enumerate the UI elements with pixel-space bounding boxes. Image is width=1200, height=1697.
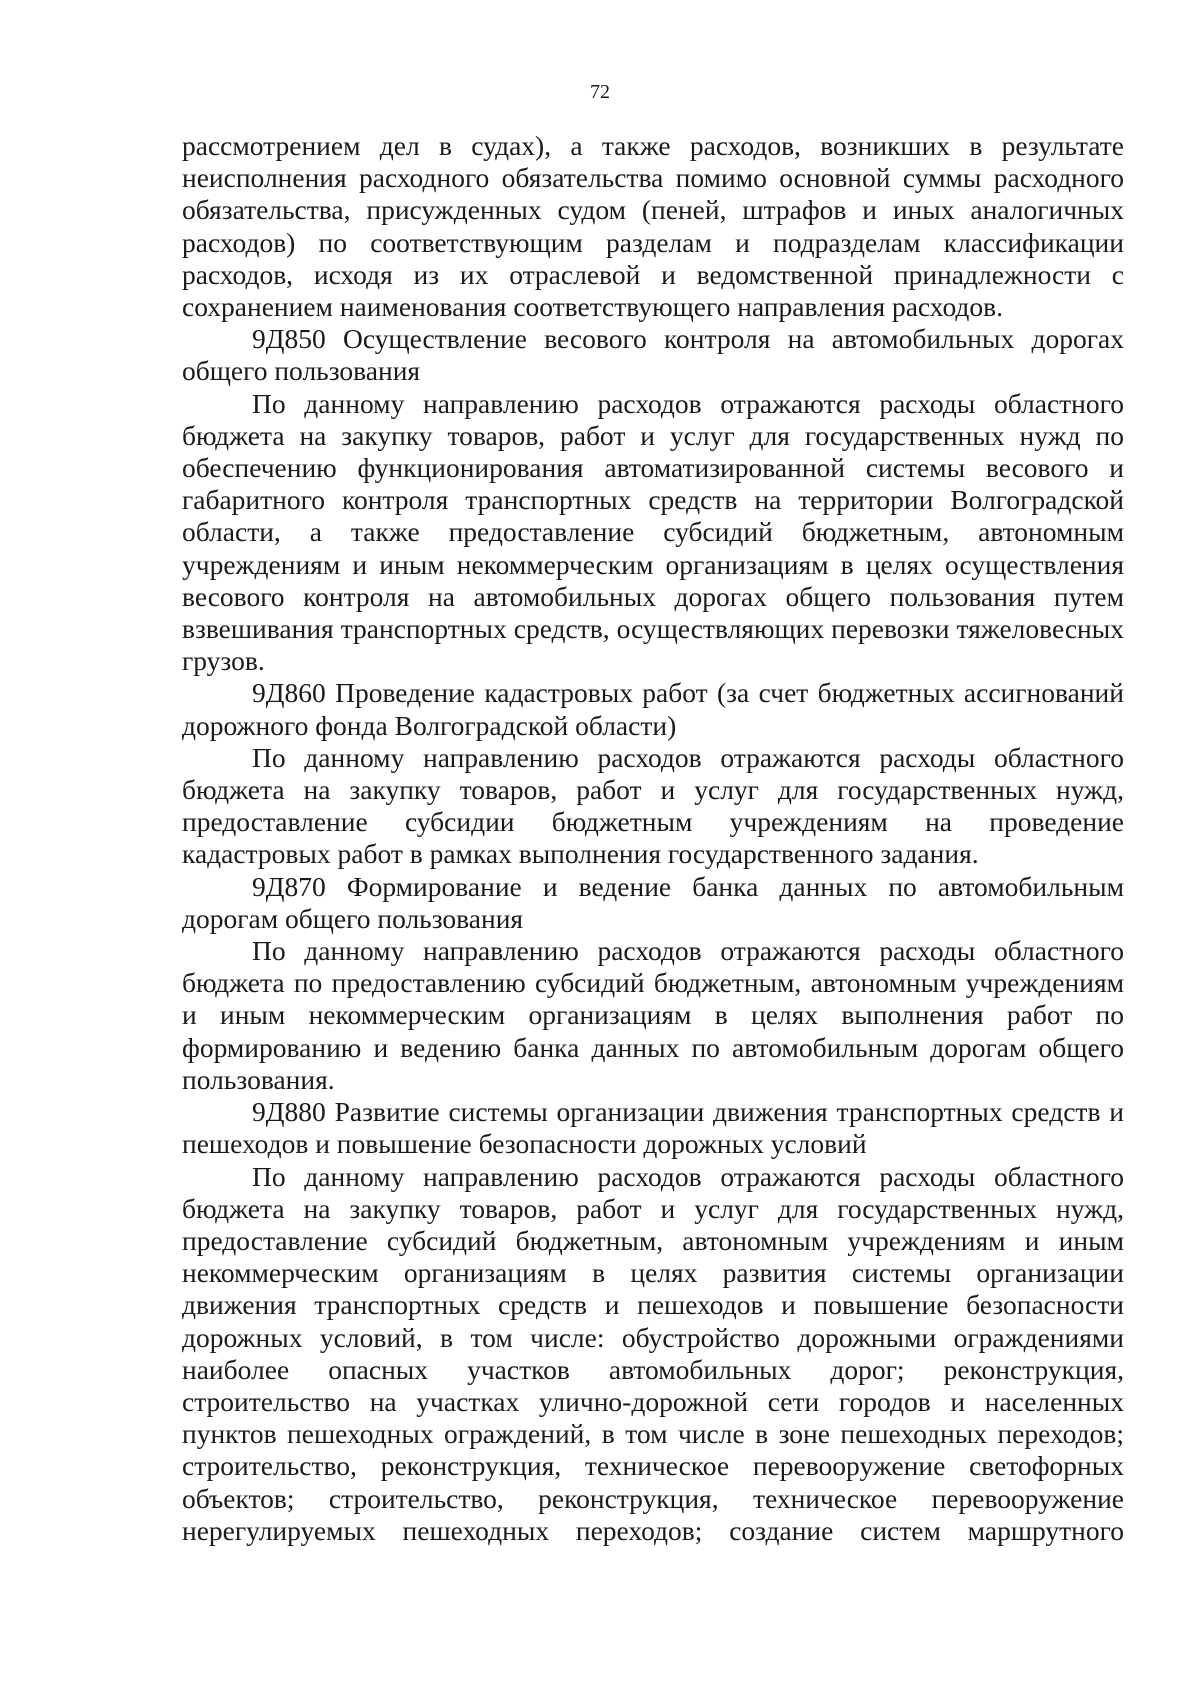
- page-number: 72: [590, 81, 610, 103]
- section-heading-9d850: 9Д850 Осуществление весового контроля на автомобильных дорогах общего пользования: [182, 323, 1124, 387]
- paragraph-9d850-description: По данному направлению расходов отражаются расходы областного бюджета на закупку товаров, работ и услуг для государственных нужд по обеспечению функционирования автоматизированной системы весового и габаритного контроля транспортных средств на территории Волгоградской области, а также предоставление субсидий бюджетным, автономным учреждениям и иным некоммерческим организациям в целях осуществления весового контроля на автомобильных дорогах общего пользования путем взвешивания транспортных средств, осуществляющих перевозки тяжеловесных грузов.: [182, 387, 1124, 677]
- paragraph-continuation: рассмотрением дел в судах), а также расходов, возникших в результате неисполнения расходного обязательства помимо основной суммы расходного обязательства, присужденных судом (пеней, штрафов и иных аналогичных расходов) по соответствующим разделам и подразделам классификации расходов, исходя из их отраслевой и ведомственной принадлежности с сохранением наименования соответствующего направления расходов.: [182, 130, 1124, 323]
- section-heading-9d880: 9Д880 Развитие системы организации движения транспортных средств и пешеходов и повышение безопасности дорожных условий: [182, 1096, 1124, 1160]
- document-body: [182, 130, 1124, 1547]
- paragraph-9d870-description: По данному направлению расходов отражаются расходы областного бюджета по предоставлению субсидий бюджетным, автономным учреждениям и иным некоммерческим организациям в целях выполнения работ по формированию и ведению банка данных по автомобильным дорогам общего пользования.: [182, 935, 1124, 1095]
- section-heading-9d870: 9Д870 Формирование и ведение банка данных по автомобильным дорогам общего пользования: [182, 870, 1124, 934]
- paragraph-9d880-description: По данному направлению расходов отражаются расходы областного бюджета на закупку товаров, работ и услуг для государственных нужд, предоставление субсидий бюджетным, автономным учреждениям и иным некоммерческим организациям в целях развития системы организации движения транспортных средств и пешеходов и повышение безопасности дорожных условий, в том числе: обустройство дорожными ограждениями наиболее опасных участков автомобильных дорог; реконструкция, строительство на участках улично-дорожной сети городов и населенных пунктов пешеходных ограждений, в том числе в зоне пешеходных переходов; строительство, реконструкция, техническое перевооружение светофорных объектов; строительство, реконструкция, техническое перевооружение нерегулируемых пешеходных переходов; создание систем маршрутного: [182, 1160, 1124, 1546]
- paragraph-9d860-description: По данному направлению расходов отражаются расходы областного бюджета на закупку товаров, работ и услуг для государственных нужд, предоставление субсидии бюджетным учреждениям на проведение кадастровых работ в рамках выполнения государственного задания.: [182, 741, 1124, 870]
- section-heading-9d860: 9Д860 Проведение кадастровых работ (за счет бюджетных ассигнований дорожного фонда Волгоградской области): [182, 677, 1124, 741]
